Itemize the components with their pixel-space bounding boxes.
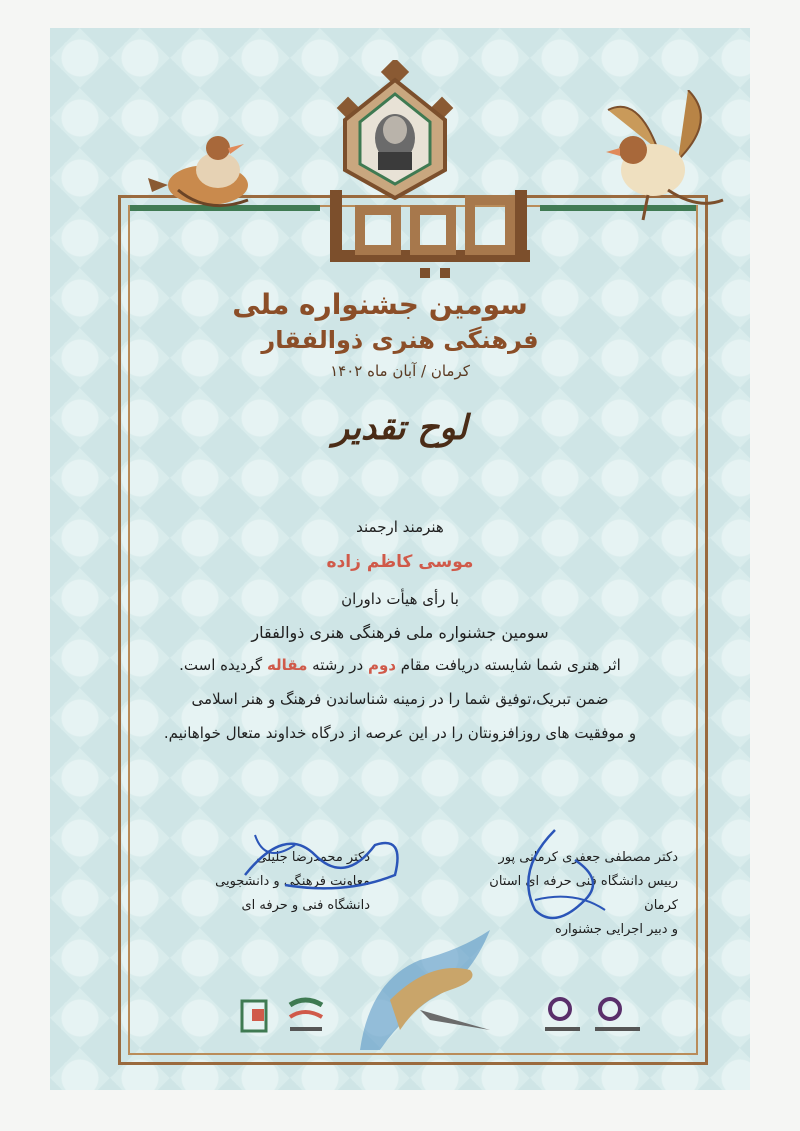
congrats-line: ضمن تبریک،توفیق شما را در زمینه شناساندن فرهنگ و هنر اسلامی: [191, 690, 609, 708]
bird-left-icon: [148, 130, 268, 220]
award-line-mid: در رشته: [307, 656, 368, 674]
bird-right-icon: [598, 90, 728, 230]
award-line-pre: اثر هنری شما شایسته دریافت مقام: [396, 656, 621, 674]
award-rank: دوم: [368, 656, 397, 674]
recipient-name: موسی کاظم زاده: [326, 552, 474, 572]
signer-right-role1: رییس دانشگاه فنی حرفه ای استان کرمان: [489, 874, 678, 913]
wish-line: و موفقیت های روزافزونتان را در این عرصه از درگاه خداوند متعال خواهانیم.: [163, 724, 637, 742]
signature-scribble-right-icon: [495, 820, 625, 940]
sword-artwork-icon: [340, 920, 500, 1060]
footer-logo-left-icon: [240, 995, 330, 1045]
festival-line: سومین جشنواره ملی فرهنگی هنری ذوالفقار: [251, 623, 549, 642]
award-line: [0, 656, 800, 674]
portrait-medallion-icon: [330, 60, 460, 200]
award-field: مقاله: [266, 656, 308, 674]
award-line-post: گردیده است.: [179, 656, 267, 674]
signer-right-role2: و دبیر اجرایی جشنواره: [554, 922, 678, 937]
festival-title-line1: سومین جشنواره ملی: [232, 288, 528, 321]
signer-right-name: دکتر مصطفی جعفری کرمانی پور: [498, 850, 678, 865]
salutation: هنرمند ارجمند: [356, 518, 444, 536]
festival-place-date: کرمان / آبان ماه ۱۴۰۲: [330, 362, 470, 380]
festival-title-line2: فرهنگی هنری ذوالفقار: [261, 326, 539, 354]
signer-left-role1: معاونت فرهنگی و دانشجویی: [215, 874, 370, 889]
certificate-heading: لوح تقدیر: [332, 408, 468, 448]
jury-line: با رأی هیأت داوران: [341, 590, 459, 608]
signer-left-name: دکتر محمدرضا جلیلی: [256, 850, 370, 865]
zolfaghar-logo: [320, 190, 550, 280]
signature-scribble-left-icon: [225, 815, 425, 905]
footer-logo-right-icon: [540, 995, 650, 1045]
signer-left-role2: دانشگاه فنی و حرفه ای: [241, 898, 370, 913]
